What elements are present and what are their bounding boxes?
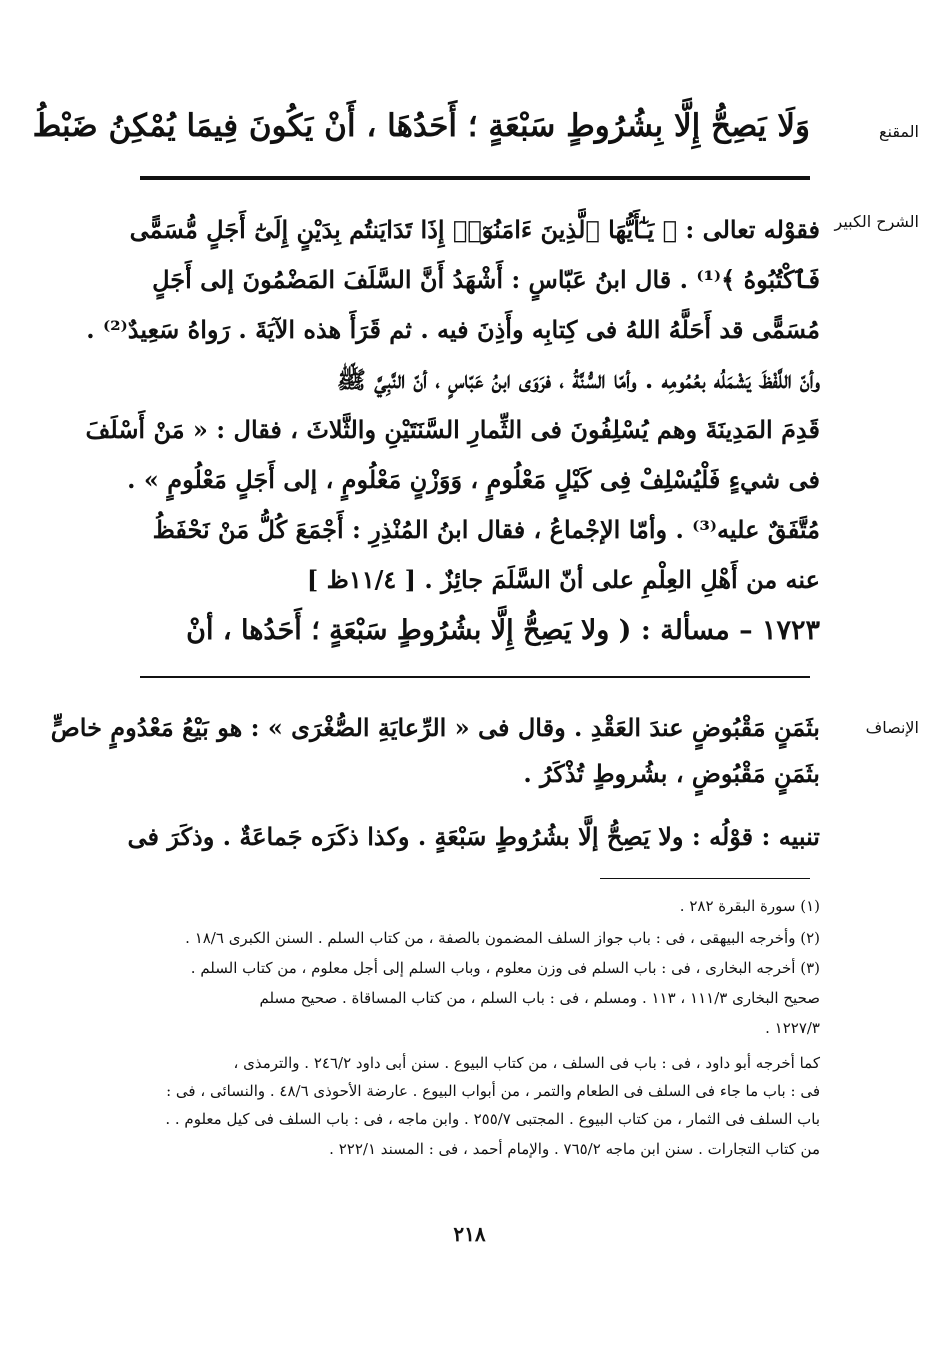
tanbih-text: قوْلُه : ولا يَصِحُّ إلَّا بشُرُوطٍ سَبْعَةٍ . وكذا ذكَرَه جَماعَةٌ . وذكَرَ فى [127,822,762,851]
insaf-line: بثَمَنٍ مَقْبُوضٍ ، بشُروطٍ تُذْكَرُ . [523,759,820,788]
footnote: كما أخرجه أبو داود ، فى : باب فى السلف ، من كتاب البيوع . سنن أبى داود ٢٤٦/٢ . والترمذى ، [233,1054,820,1072]
section-label-muqni: المقنع [878,122,919,141]
footnote: (١) سورة البقرة ٢٨٢ . [679,897,820,915]
footnote: باب السلف فى الثمار ، من كتاب البيوع . المجتبى ٢٥٥/٧ . وابن ماجه ، فى : باب السلف فى كيل معلوم . . [165,1110,820,1128]
footnote: (٢) وأخرجه البيهقى ، فى : باب جواز السلف المضمون بالصفة ، من كتاب السلم . السنن الكبرى ١٨/٦ . [185,929,820,947]
footnote: (٣) أخرجه البخارى ، فى : باب السلم فى وزن معلوم ، وباب السلم إلى أجل معلوم ، من كتاب السلم . [190,959,820,977]
sharh-line: وأنّ اللَّفْظَ يَشْمَلُه بعُمُومِه . وأمّا السُّنَّةُ ، فرَوَى ابنُ عَبّاسٍ ، أنّ النَّبِيَّ ﷺ [336,365,820,394]
footnote: من كتاب التجارات . سنن ابن ماجه ٧٦٥/٢ . والإمام أحمد ، فى : المسند ٢٢٢/١ . [329,1140,820,1158]
footnote: ١٢٢٧/٣ . [765,1019,820,1037]
muqni-text: وَلَا يَصِحُّ إِلَّا بِشُرُوطٍ سَبْعَةٍ ؛ أَحَدُهَا ، أَنْ يَكُونَ فِيمَا يُمْكِنُ ضَبْطُ [32,108,810,144]
footnote: فى : باب ما جاء فى السلف فى الطعام والتمر ، من أبواب البيوع . عارضة الأحوذى ٤٨/٦ . والنسائى ، فى : [166,1082,820,1100]
footnote-separator [600,878,810,879]
sharh-line: فقوْله تعالى : ﴿ يَـٰٓأَيُّهَا ٱلَّذِينَ ءَامَنُوٓا۟ إِذَا تَدَايَنتُم بِدَيْنٍ إِلَىٰٓ أَجَلٍ مُّسَمًّى [129,215,820,244]
sharh-line: مُسَمًّى قد أَحَلَّهُ اللهُ فى كِتابِه وأَذِنَ فيه . ثم قَرَأَ هذه الآيَةَ . رَواهُ سَعِيدٌ⁽²⁾ . [86,315,820,344]
section-label-sharh: الشرح الكبير [834,212,919,231]
tanbih-lead: تنبيه : [761,822,820,851]
sharh-line: فى شيءٍ فَلْيُسْلِفْ فِى كَيْلٍ مَعْلُومٍ ، وَوَزْنٍ مَعْلُومٍ ، إلى أَجَلٍ مَعْلُومٍ » . [127,465,820,494]
sharh-line: فَٱكْتُبُوهُ ﴾⁽¹⁾ . قال ابنُ عَبّاسٍ : أَشْهَدُ أَنَّ السَّلَفَ المَضْمُونَ إلى أَجَلٍ [152,265,820,294]
masala-heading: ١٧٢٣ – مسألة : ( ولا يَصِحُّ إِلَّا بشُرُوطٍ سَبْعَةٍ ؛ أَحَدُها ، أنْ [186,615,820,646]
page-number: ٢١٨ [453,1222,486,1246]
section-label-insaf: الإنصاف [865,718,919,737]
section-divider [140,176,810,180]
sharh-line: مُتَّفَقٌ عليه⁽³⁾ . وأمّا الإجْماعُ ، فقال ابنُ المُنْذِرِ : أَجْمَعَ كُلُّ مَنْ نَحْفَظُ [152,515,820,544]
tanbih-line [127,815,820,859]
insaf-line: بثَمَنٍ مَقْبُوضٍ عندَ العَقْدِ . وقال فى « الرِّعايَةِ الصُّغْرَى » : هو بَيْعُ مَعْدُومٍ خاصٍّ [50,713,820,742]
footnote: صحيح البخارى ١١١/٣ ، ١١٣ . ومسلم ، فى : باب السلم ، من كتاب المساقاة . صحيح مسلم [259,989,820,1007]
section-divider [140,676,810,678]
sharh-line: عنه من أَهْلِ العِلْمِ على أنّ السَّلَمَ جائِزٌ . [ ١١/٤ظ ] [306,565,820,594]
sharh-line: قَدِمَ المَدِينَةَ وهم يُسْلِفُونَ فى الثِّمارِ السَّنَتَيْنِ والثَّلاثَ ، فقال : « مَنْ أَسْلَفَ [85,415,820,444]
